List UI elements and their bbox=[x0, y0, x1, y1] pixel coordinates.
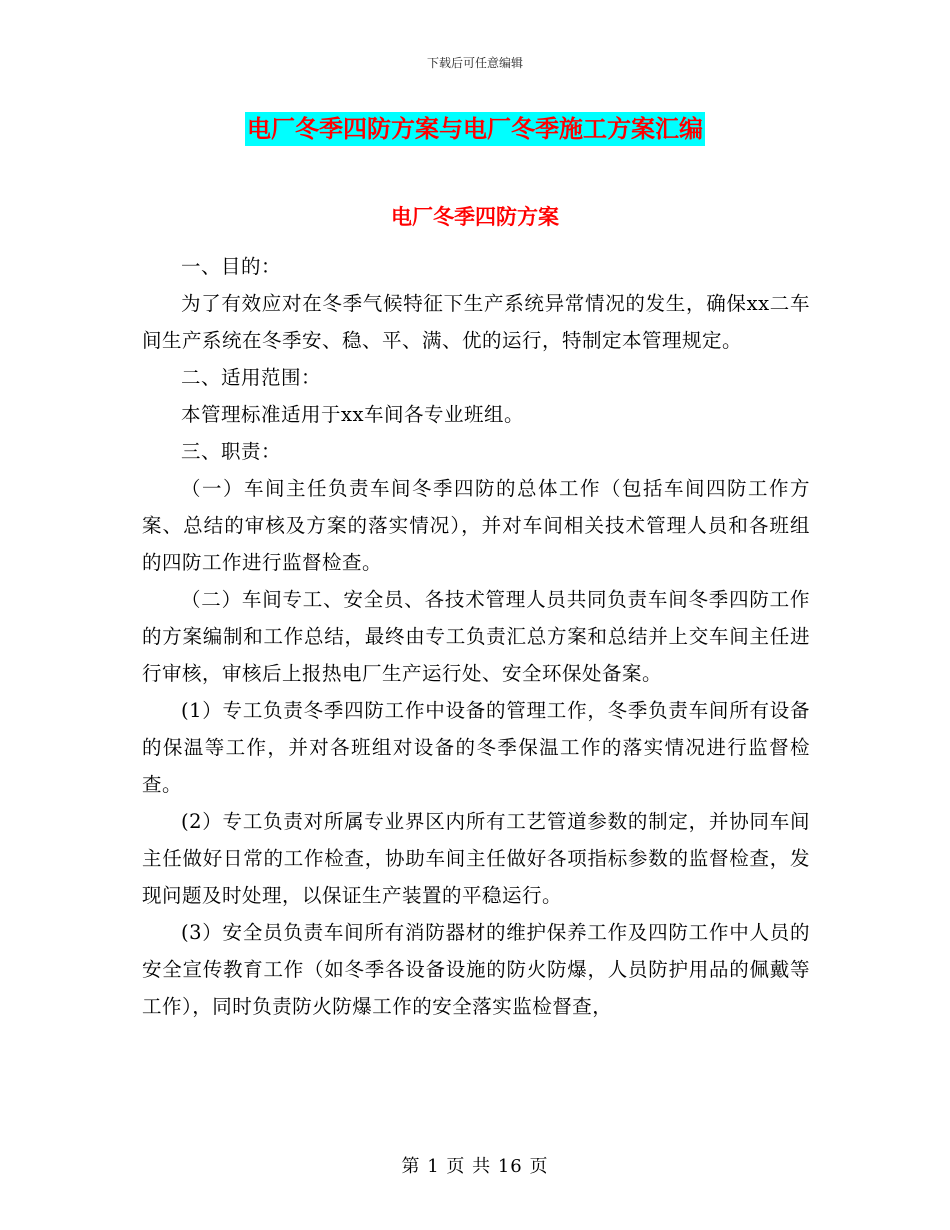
paragraph: 二、适用范围： bbox=[181, 366, 322, 389]
section-title: 电厂冬季四防方案 bbox=[391, 204, 559, 229]
paragraph: （二）车间专工、安全员、各技术管理人员共同负责车间冬季四防工作的方案编制和工作总结，最终由专工负责汇总方案和总结并上交车间主任进行审核，审核后上报热电厂生产运行处、安全环保处备案。 bbox=[142, 588, 810, 685]
paragraph: 本管理标准适用于xx车间各专业班组。 bbox=[181, 403, 524, 426]
header-note: 下载后可任意编辑 bbox=[426, 56, 523, 70]
paragraph: (3）安全员负责车间所有消防器材的维护保养工作及四防工作中人员的安全宣传教育工作（如冬季各设备设施的防火防爆，人员防护用品的佩戴等工作），同时负责防火防爆工作的安全落实监检督查， bbox=[142, 921, 810, 1018]
paragraph: （一）车间主任负责车间冬季四防的总体工作（包括车间四防工作方案、总结的审核及方案的落实情况），并对车间相关技术管理人员和各班组的四防工作进行监督检查。 bbox=[142, 477, 810, 574]
paragraph: (1）专工负责冬季四防工作中设备的管理工作，冬季负责车间所有设备的保温等工作，并对各班组对设备的冬季保温工作的落实情况进行监督检查。 bbox=[142, 699, 810, 796]
paragraph: 为了有效应对在冬季气候特征下生产系统异常情况的发生，确保xx二车间生产系统在冬季安、稳、平、满、优的运行，特制定本管理规定。 bbox=[142, 292, 810, 352]
document-body bbox=[142, 248, 810, 1025]
paragraph: (2）专工负责对所属专业界区内所有工艺管道参数的制定，并协同车间主任做好日常的工作检查，协助车间主任做好各项指标参数的监督检查，发现问题及时处理，以保证生产装置的平稳运行。 bbox=[142, 810, 810, 907]
paragraph: 一、目的： bbox=[181, 255, 282, 278]
page-number: 第 1 页 共 16 页 bbox=[401, 1156, 549, 1177]
paragraph: 三、职责： bbox=[181, 440, 282, 463]
main-title-container bbox=[0, 112, 950, 146]
main-title: 电厂冬季四防方案与电厂冬季施工方案汇编 bbox=[245, 112, 705, 146]
